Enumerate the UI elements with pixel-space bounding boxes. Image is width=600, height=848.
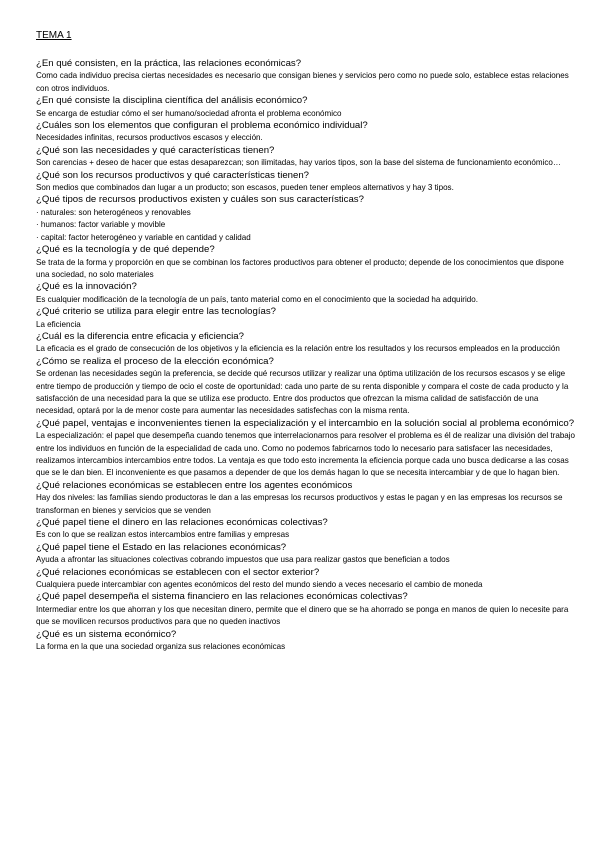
qa-block (36, 418, 576, 480)
question: ¿Qué son las necesidades y qué características tienen? (36, 144, 275, 156)
question: ¿Qué tipos de recursos productivos existen y cuáles son sus características? (36, 194, 364, 206)
answer: Hay dos niveles: las familias siendo productoras le dan a las empresas los recursos productivos y estas le pagan y en las empresas los recursos se transforman en bienes y servicios que se venden (36, 493, 563, 515)
qa-block (36, 170, 576, 195)
qa-block (36, 120, 576, 145)
question: ¿Qué criterio se utiliza para elegir entre las tecnologías? (36, 306, 276, 318)
question: ¿Qué papel tiene el dinero en las relaciones económicas colectivas? (36, 517, 328, 529)
question: ¿Qué es un sistema económico? (36, 628, 177, 640)
question: ¿Qué son los recursos productivos y qué características tienen? (36, 169, 310, 181)
qa-block (36, 591, 576, 628)
qa-block (36, 95, 576, 120)
answer: La eficiencia (36, 319, 81, 329)
question: ¿Qué es la tecnología y de qué depende? (36, 244, 215, 256)
qa-block (36, 58, 576, 95)
qa-block (36, 567, 576, 592)
question: ¿Cuál es la diferencia entre eficacia y eficiencia? (36, 330, 244, 342)
qa-block (36, 542, 576, 567)
answer: Intermediar entre los que ahorran y los que necesitan dinero, permite que el dinero que se ha ahorrado se ponga en manos de quien lo necesite para que se movilicen recursos productivos para que no queden inactivos (36, 604, 569, 627)
qa-block (36, 356, 576, 418)
question: ¿Cómo se realiza el proceso de la elección económica? (36, 355, 274, 367)
answer: Es con lo que se realizan estos intercambios entre familias y empresas (36, 530, 290, 540)
qa-block (36, 244, 576, 281)
answer: Son carencias + deseo de hacer que estas desaparezcan; son ilimitadas, hay varios tipos, son la base del sistema de funcionamiento económico… (36, 158, 561, 168)
question: ¿Qué relaciones económicas se establecen con el sector exterior? (36, 566, 320, 578)
question: ¿Qué papel desempeña el sistema financiero en las relaciones económicas colectivas? (36, 591, 408, 603)
qa-block (36, 145, 576, 170)
answer: Se encarga de estudiar cómo el ser humano/sociedad afronta el problema económico (36, 108, 342, 118)
answer: La forma en la que una sociedad organiza sus relaciones económicas (36, 642, 286, 652)
list-item: · naturales: son heterogéneos y renovables (36, 207, 191, 217)
answer: Se ordenan las necesidades según la preferencia, se decide qué recursos utilizar y realizar una óptima utilización de los recursos escasos y se elige entre tiempo de producción y tiempo de ocio el coste de oportunidad: cada uno parte de su renta disponible y compara el coste de cada producto y la satisfacción de una necesidad para la que se utiliza ese producto. Entre dos productos que ofrezcan la misma calidad de satisfacción de una necesidad, optará por la de menor coste para aumentar las necesidades satisfechas con la misma renta. (36, 369, 569, 416)
answer: Necesidades infinitas, recursos productivos escasos y elección. (36, 133, 263, 143)
qa-block (36, 517, 576, 542)
answer: Como cada individuo precisa ciertas necesidades es necesario que consigan bienes y servicios pero como no puede solo, establece estas relaciones con otros individuos. (36, 71, 569, 93)
answer: Es cualquier modificación de la tecnología de un país, tanto material como en el conocimiento que la sociedad ha adquirido. (36, 294, 478, 304)
question: ¿Cuáles son los elementos que configuran el problema económico individual? (36, 120, 368, 132)
answer: La eficacia es el grado de consecución de los objetivos y la eficiencia es la relación entre los resultados y los recursos empleados en la producción (36, 344, 560, 354)
question: ¿Qué papel tiene el Estado en las relaciones económicas? (36, 541, 287, 553)
question: ¿Qué relaciones económicas se establecen entre los agentes económicos (36, 479, 353, 491)
question: ¿Qué papel, ventajas e inconvenientes tienen la especialización y el intercambio en la solución social al problema económico? (36, 417, 575, 429)
answer: Cualquiera puede intercambiar con agentes económicos del resto del mundo siendo a veces necesario el cambio de moneda (36, 580, 483, 590)
qa-block (36, 306, 576, 331)
answer: Se trata de la forma y proporción en que se combinan los factores productivos para obtener el producto; depende de los conocimientos que dispone una sociedad, no solo materiales (36, 257, 564, 279)
document-title: TEMA 1 (36, 30, 72, 41)
qa-block (36, 194, 576, 244)
qa-block (36, 331, 576, 356)
question: ¿En qué consisten, en la práctica, las relaciones económicas? (36, 58, 302, 69)
document-page (36, 29, 576, 654)
question: ¿Qué es la innovación? (36, 281, 137, 293)
question: ¿En qué consiste la disciplina científica del análisis económico? (36, 95, 308, 107)
answer: Ayuda a afrontar las situaciones colectivas cobrando impuestos que usa para realizar gastos que benefician a todos (36, 555, 450, 565)
qa-block (36, 281, 576, 306)
answer: La especialización: el papel que desempeña cuando tenemos que interrelacionarnos para resolver el problema es él de realizar una división del trabajo entre los individuos en función de la especialidad de cada uno. Como no podemos fabricarnos todo lo necesario para satisfacer las necesidades, realizamos intercambios intercambios entre todos. La ventaja es que todo esto incrementa la eficiencia porque cada uno busca dedicarse a las cosas que se le dan bien. El inconveniente es que pasamos a depender de que los demás hagan lo que se necesita intercambiar y de que lo hagan bien. (36, 431, 576, 478)
list-item: · humanos: factor variable y movible (36, 220, 166, 230)
list-item: · capital: factor heterogéneo y variable en cantidad y calidad (36, 232, 251, 242)
qa-block (36, 480, 576, 517)
answer: Son medios que combinados dan lugar a un producto; son escasos, pueden tener empleos alternativos y hay 3 tipos. (36, 183, 454, 193)
qa-block (36, 629, 576, 654)
